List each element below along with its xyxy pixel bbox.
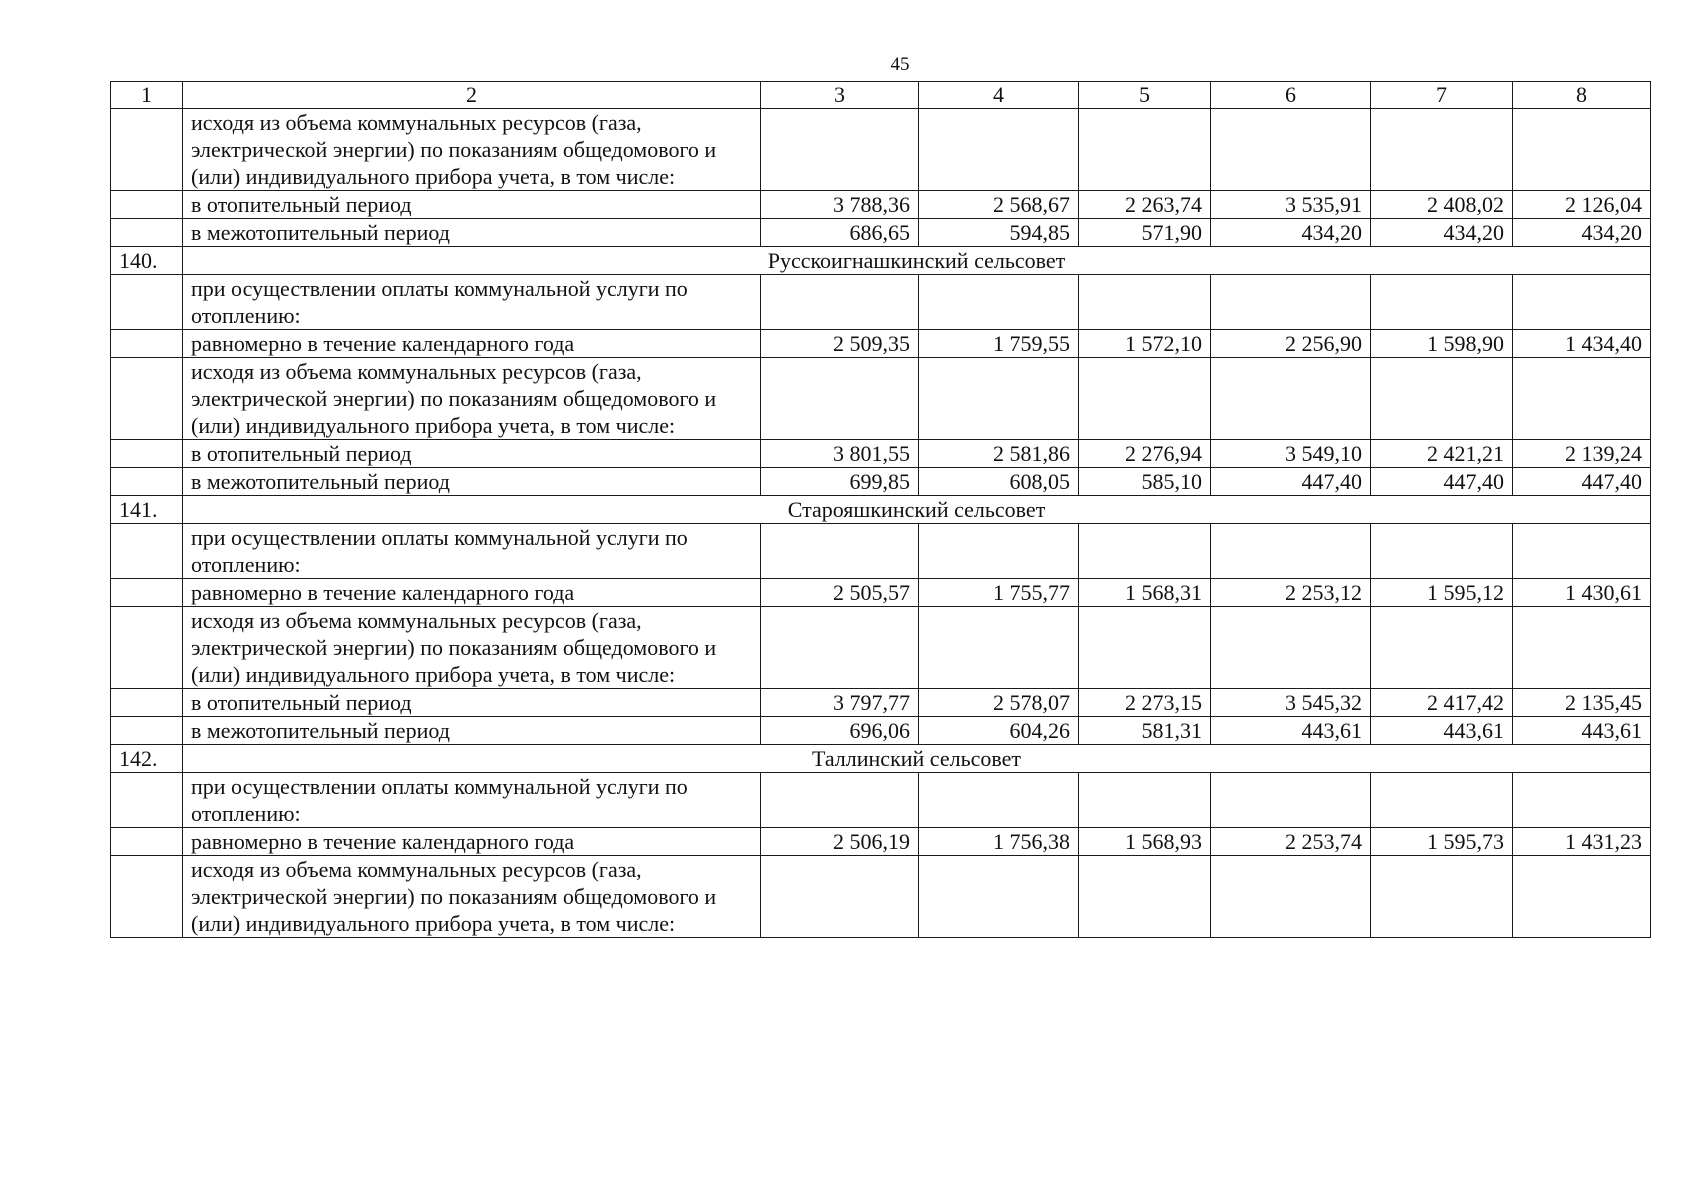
row-description: исходя из объема коммунальных ресурсов (газа, электрической энергии) по показаниям общедомового и (или) индивидуального прибора учета, в том числе: xyxy=(183,109,761,191)
value-cell: 2 135,45 xyxy=(1513,689,1651,717)
value-cell xyxy=(1079,856,1211,938)
header-cell: 4 xyxy=(919,82,1079,109)
value-cell xyxy=(1513,607,1651,689)
table-row xyxy=(111,856,1651,938)
value-cell: 608,05 xyxy=(919,468,1079,496)
tariff-table-container xyxy=(110,81,1651,938)
value-cell xyxy=(1513,773,1651,828)
value-cell xyxy=(919,358,1079,440)
tariff-table xyxy=(110,81,1651,938)
value-cell: 2 568,67 xyxy=(919,191,1079,219)
value-cell: 2 253,74 xyxy=(1211,828,1371,856)
value-cell: 3 797,77 xyxy=(761,689,919,717)
value-cell xyxy=(1211,773,1371,828)
row-description: в межотопительный период xyxy=(183,468,761,496)
value-cell: 1 595,73 xyxy=(1371,828,1513,856)
table-row xyxy=(111,275,1651,330)
section-row xyxy=(111,247,1651,275)
row-description: равномерно в течение календарного года xyxy=(183,579,761,607)
row-index xyxy=(111,717,183,745)
header-cell: 7 xyxy=(1371,82,1513,109)
value-cell: 2 273,15 xyxy=(1079,689,1211,717)
row-index xyxy=(111,607,183,689)
header-row xyxy=(111,82,1651,109)
value-cell: 2 509,35 xyxy=(761,330,919,358)
row-description: в межотопительный период xyxy=(183,219,761,247)
row-index xyxy=(111,440,183,468)
value-cell xyxy=(1211,109,1371,191)
row-index xyxy=(111,579,183,607)
table-row xyxy=(111,109,1651,191)
section-index: 140. xyxy=(111,247,183,275)
header-cell: 2 xyxy=(183,82,761,109)
value-cell xyxy=(1371,856,1513,938)
row-description: при осуществлении оплаты коммунальной услуги по отоплению: xyxy=(183,524,761,579)
value-cell: 443,61 xyxy=(1211,717,1371,745)
value-cell xyxy=(1371,358,1513,440)
row-description: при осуществлении оплаты коммунальной услуги по отоплению: xyxy=(183,773,761,828)
value-cell xyxy=(1371,524,1513,579)
value-cell: 3 788,36 xyxy=(761,191,919,219)
table-row xyxy=(111,524,1651,579)
header-cell: 3 xyxy=(761,82,919,109)
value-cell: 604,26 xyxy=(919,717,1079,745)
value-cell: 1 759,55 xyxy=(919,330,1079,358)
value-cell: 3 801,55 xyxy=(761,440,919,468)
value-cell xyxy=(1211,275,1371,330)
row-index xyxy=(111,828,183,856)
value-cell: 594,85 xyxy=(919,219,1079,247)
value-cell: 2 417,42 xyxy=(1371,689,1513,717)
value-cell: 2 581,86 xyxy=(919,440,1079,468)
value-cell: 3 545,32 xyxy=(1211,689,1371,717)
value-cell xyxy=(919,607,1079,689)
table-body xyxy=(111,82,1651,938)
value-cell: 2 256,90 xyxy=(1211,330,1371,358)
value-cell xyxy=(919,524,1079,579)
row-description: в отопительный период xyxy=(183,689,761,717)
table-row xyxy=(111,219,1651,247)
table-row xyxy=(111,440,1651,468)
value-cell xyxy=(919,275,1079,330)
value-cell xyxy=(761,856,919,938)
row-index xyxy=(111,219,183,247)
header-cell: 5 xyxy=(1079,82,1211,109)
row-description: в отопительный период xyxy=(183,191,761,219)
value-cell xyxy=(1371,275,1513,330)
row-description: равномерно в течение календарного года xyxy=(183,828,761,856)
row-index xyxy=(111,524,183,579)
row-index xyxy=(111,468,183,496)
value-cell xyxy=(761,109,919,191)
row-index xyxy=(111,109,183,191)
table-row xyxy=(111,828,1651,856)
value-cell xyxy=(919,109,1079,191)
value-cell xyxy=(1079,524,1211,579)
value-cell: 2 421,21 xyxy=(1371,440,1513,468)
value-cell xyxy=(1513,358,1651,440)
row-index xyxy=(111,358,183,440)
table-row xyxy=(111,689,1651,717)
value-cell xyxy=(1371,109,1513,191)
value-cell xyxy=(1371,773,1513,828)
value-cell: 571,90 xyxy=(1079,219,1211,247)
value-cell: 1 430,61 xyxy=(1513,579,1651,607)
value-cell: 2 505,57 xyxy=(761,579,919,607)
value-cell: 696,06 xyxy=(761,717,919,745)
value-cell: 447,40 xyxy=(1211,468,1371,496)
row-index xyxy=(111,689,183,717)
value-cell xyxy=(761,275,919,330)
section-index: 142. xyxy=(111,745,183,773)
value-cell: 2 578,07 xyxy=(919,689,1079,717)
section-title: Таллинский сельсовет xyxy=(183,745,1651,773)
section-row xyxy=(111,496,1651,524)
value-cell xyxy=(1211,524,1371,579)
row-index xyxy=(111,191,183,219)
value-cell: 1 572,10 xyxy=(1079,330,1211,358)
header-cell: 8 xyxy=(1513,82,1651,109)
value-cell: 434,20 xyxy=(1211,219,1371,247)
row-description: равномерно в течение календарного года xyxy=(183,330,761,358)
value-cell: 443,61 xyxy=(1371,717,1513,745)
value-cell: 2 139,24 xyxy=(1513,440,1651,468)
value-cell xyxy=(1211,358,1371,440)
value-cell: 2 126,04 xyxy=(1513,191,1651,219)
value-cell: 2 276,94 xyxy=(1079,440,1211,468)
table-row xyxy=(111,358,1651,440)
table-row xyxy=(111,579,1651,607)
value-cell xyxy=(1513,856,1651,938)
table-row xyxy=(111,717,1651,745)
value-cell: 1 568,31 xyxy=(1079,579,1211,607)
value-cell xyxy=(761,358,919,440)
value-cell: 2 263,74 xyxy=(1079,191,1211,219)
value-cell: 1 756,38 xyxy=(919,828,1079,856)
row-index xyxy=(111,330,183,358)
row-index xyxy=(111,856,183,938)
row-description: в отопительный период xyxy=(183,440,761,468)
header-cell: 6 xyxy=(1211,82,1371,109)
value-cell xyxy=(761,607,919,689)
value-cell: 581,31 xyxy=(1079,717,1211,745)
table-row xyxy=(111,607,1651,689)
row-index xyxy=(111,275,183,330)
value-cell: 434,20 xyxy=(1371,219,1513,247)
value-cell xyxy=(1513,275,1651,330)
value-cell xyxy=(919,856,1079,938)
value-cell: 3 535,91 xyxy=(1211,191,1371,219)
value-cell: 434,20 xyxy=(1513,219,1651,247)
value-cell xyxy=(1371,607,1513,689)
section-title: Русскоигнашкинский сельсовет xyxy=(183,247,1651,275)
value-cell: 1 431,23 xyxy=(1513,828,1651,856)
value-cell xyxy=(919,773,1079,828)
row-index xyxy=(111,773,183,828)
value-cell xyxy=(1211,607,1371,689)
section-row xyxy=(111,745,1651,773)
row-description: исходя из объема коммунальных ресурсов (газа, электрической энергии) по показаниям общедомового и (или) индивидуального прибора учета, в том числе: xyxy=(183,856,761,938)
value-cell: 699,85 xyxy=(761,468,919,496)
row-description: в межотопительный период xyxy=(183,717,761,745)
table-row xyxy=(111,191,1651,219)
value-cell: 3 549,10 xyxy=(1211,440,1371,468)
row-description: исходя из объема коммунальных ресурсов (газа, электрической энергии) по показаниям общедомового и (или) индивидуального прибора учета, в том числе: xyxy=(183,607,761,689)
value-cell xyxy=(1513,109,1651,191)
value-cell: 447,40 xyxy=(1513,468,1651,496)
table-row xyxy=(111,330,1651,358)
value-cell xyxy=(1079,109,1211,191)
section-title: Старояшкинский сельсовет xyxy=(183,496,1651,524)
value-cell xyxy=(1513,524,1651,579)
value-cell: 1 595,12 xyxy=(1371,579,1513,607)
value-cell: 1 598,90 xyxy=(1371,330,1513,358)
value-cell: 1 755,77 xyxy=(919,579,1079,607)
value-cell: 1 568,93 xyxy=(1079,828,1211,856)
value-cell xyxy=(1079,773,1211,828)
value-cell: 447,40 xyxy=(1371,468,1513,496)
page-number: 45 xyxy=(890,54,910,75)
value-cell: 1 434,40 xyxy=(1513,330,1651,358)
row-description: исходя из объема коммунальных ресурсов (газа, электрической энергии) по показаниям общедомового и (или) индивидуального прибора учета, в том числе: xyxy=(183,358,761,440)
value-cell xyxy=(1211,856,1371,938)
value-cell xyxy=(1079,358,1211,440)
value-cell xyxy=(1079,607,1211,689)
value-cell xyxy=(761,773,919,828)
value-cell: 585,10 xyxy=(1079,468,1211,496)
value-cell: 686,65 xyxy=(761,219,919,247)
value-cell: 2 253,12 xyxy=(1211,579,1371,607)
table-row xyxy=(111,773,1651,828)
header-cell: 1 xyxy=(111,82,183,109)
section-index: 141. xyxy=(111,496,183,524)
value-cell: 2 506,19 xyxy=(761,828,919,856)
value-cell xyxy=(761,524,919,579)
value-cell: 443,61 xyxy=(1513,717,1651,745)
table-row xyxy=(111,468,1651,496)
row-description: при осуществлении оплаты коммунальной услуги по отоплению: xyxy=(183,275,761,330)
value-cell: 2 408,02 xyxy=(1371,191,1513,219)
value-cell xyxy=(1079,275,1211,330)
